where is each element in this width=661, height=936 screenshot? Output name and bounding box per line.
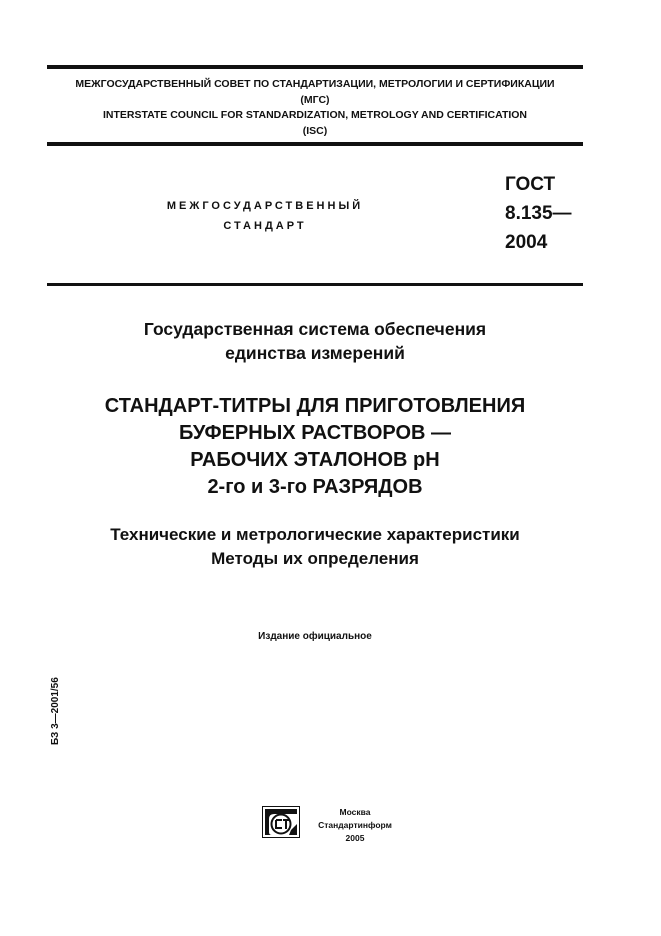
council-header: [47, 77, 583, 139]
council-name-ru: МЕЖГОСУДАРСТВЕННЫЙ СОВЕТ ПО СТАНДАРТИЗАЦИИ, МЕТРОЛОГИИ И СЕРТИФИКАЦИИ: [75, 78, 555, 90]
bottom-rule: [47, 283, 583, 286]
publisher-year: 2005: [345, 833, 365, 843]
subtitle-line2: Методы их определения: [211, 549, 419, 568]
council-abbr-ru: (МГС): [300, 93, 330, 106]
gost-year: 2004: [505, 232, 548, 253]
middle-rule: [47, 142, 583, 146]
series-line2: единства измерений: [225, 343, 405, 363]
gost-number: 8.135—: [505, 203, 572, 224]
document-title: [47, 393, 583, 501]
publisher-logo-icon: [262, 806, 300, 838]
series-line1: Государственная система обеспечения: [143, 319, 487, 339]
title-line3: РАБОЧИХ ЭТАЛОНОВ pH: [190, 449, 440, 471]
gost-label: ГОСТ: [505, 174, 556, 195]
edition-note: Издание официальное: [258, 631, 372, 642]
standard-type: [130, 196, 400, 236]
title-line1: СТАНДАРТ-ТИТРЫ ДЛЯ ПРИГОТОВЛЕНИЯ: [104, 395, 526, 417]
council-name-en: INTERSTATE COUNCIL FOR STANDARDIZATION, METROLOGY AND CERTIFICATION: [102, 109, 528, 121]
publisher-city: Москва: [339, 807, 371, 817]
gost-designation: [505, 170, 615, 257]
title-line2: БУФЕРНЫХ РАСТВОРОВ —: [178, 422, 452, 444]
side-registration-note: БЗ 3—2001/56: [50, 677, 61, 745]
standard-type-line1: МЕЖГОСУДАРСТВЕННЫЙ: [166, 200, 364, 212]
title-line4: 2-го и 3-го РАЗРЯДОВ: [207, 476, 423, 498]
series-title: [47, 317, 583, 365]
publisher-imprint: [300, 806, 410, 845]
document-subtitle: [47, 523, 583, 571]
standard-type-line2: СТАНДАРТ: [223, 220, 307, 232]
subtitle-line1: Технические и метрологические характеристики: [110, 525, 520, 544]
publisher-name: Стандартинформ: [318, 820, 392, 830]
top-rule: [47, 65, 583, 69]
council-abbr-en: (ISC): [302, 124, 328, 137]
